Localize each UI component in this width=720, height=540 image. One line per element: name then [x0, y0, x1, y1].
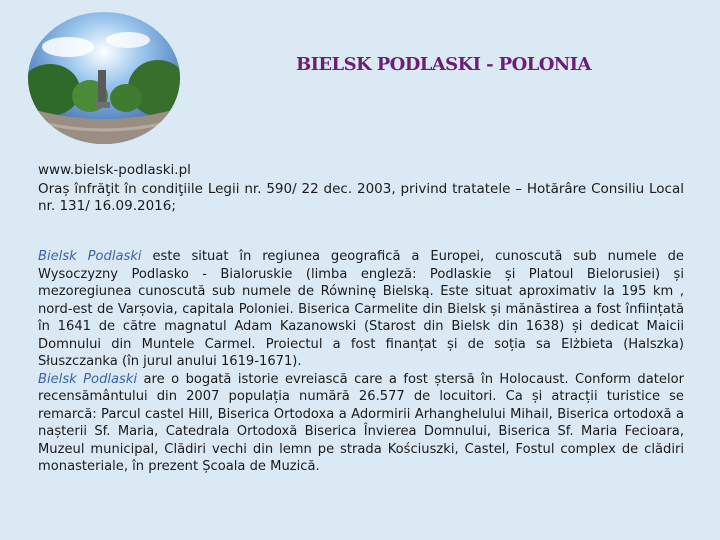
paragraph-history	[38, 371, 684, 476]
page-title: BIELSK PODLASKI - POLONIA	[296, 54, 591, 75]
description-body	[38, 248, 684, 476]
town-name-highlight: Bielsk Podlaski	[38, 371, 138, 387]
town-square-photo	[28, 12, 180, 144]
paragraph-history-text: are o bogată istorie evreiască care a fost ștersă în Holocaust. Conform datelor recensământului din 2007 populația numără 26.577 de locuitori. Ca și atracții turistice se remarcă: Parcul castel Hill, Biserica Ortodoxa a Adormirii Arhanghelului Mihail, Biserica ortodoxă a nașterii Sf. Maria, Catedrala Ortodoxă Biserica Învierea Domnului, Biserica Sf. Maria Fecioara, Muzeul municipal, Clădiri vechi din lemn pe strada Kościuszki, Castel, Fostul complex de clădiri monasteriale, în prezent Școala de Muzică.	[38, 371, 684, 474]
paragraph-location-text: este situat în regiunea geografică a Europei, cunoscută sub numele de Wysoczyzny Podlasko - Bialoruskie (limba engleză: Podlaskie și Platoul Bielorusiei) și mezoregiunea cunoscută sub numele de Równinę Bielską. Este situat aproximativ la 195 km , nord-est de Varșovia, capitala Poloniei. Biserica Carmelite din Bielsk și mănăstirea a fost înființată în 1641 de către magnatul Adam Kazanowski (Starost din Bielsk din 1638) și dedicat Maicii Domnului din Muntele Carmel. Proiectul a fost finanțat și de soția sa Elżbieta (Halszka) Słuszczanka (în jurul anului 1619-1671).	[38, 249, 684, 369]
paragraph-location	[38, 248, 684, 371]
twinning-statement: Oraș înfrăţit în condiţiile Legii nr. 590/ 22 dec. 2003, privind tratatele – Hotărâre Consiliu Local nr. 131/ 16.09.2016;	[38, 181, 684, 214]
town-name-highlight: Bielsk Podlaski	[38, 249, 142, 264]
website-url: www.bielsk-podlaski.pl	[38, 162, 191, 178]
